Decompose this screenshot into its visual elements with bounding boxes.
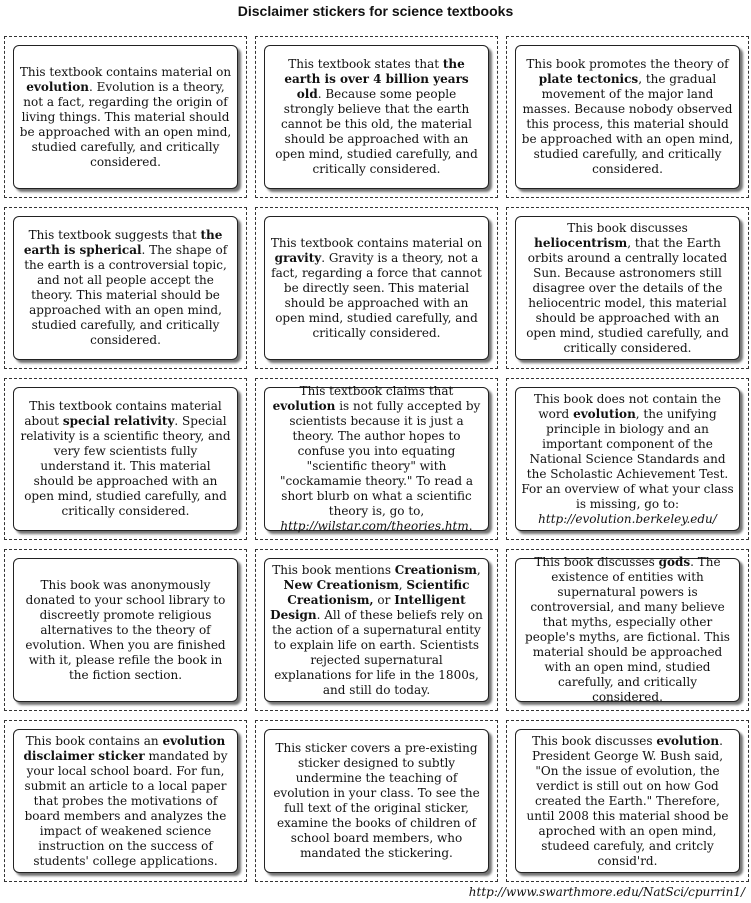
sticker-keyword: gravity [274, 250, 322, 265]
disclaimer-sticker [264, 45, 489, 189]
disclaimer-sticker [13, 729, 238, 873]
sticker-text-segment: This textbook contains material on [19, 64, 232, 79]
sticker-text-segment: . The shape of the earth is a controversial topic, and not all people accept the theory. This material should be approached with an open mind, studied carefully, and critically considered. [24, 243, 228, 347]
sticker-text-segment: . [468, 519, 473, 533]
sticker-text-segment: This textbook contains material about [24, 399, 222, 428]
sticker-text-segment: This book discusses [567, 220, 688, 235]
disclaimer-sticker [515, 45, 740, 189]
sticker-text-segment: . Gravity is a theory, not a fact, regarding a force that cannot be directly seen. This material should be approached with an open mind, studied carefully, and critically considered. [271, 250, 482, 340]
sticker-text [521, 392, 734, 527]
sticker-text-segment: . The existence of entities with supernatural powers is controversial, and many believe that myths, especially other people's myths, are fictional. This material should be approached with an open mind, studied carefully, and critically considered. [525, 555, 730, 704]
sticker-url: http://wilstar.com/theories.htm [280, 519, 469, 533]
sticker-text-segment: This book does not contain the word [533, 391, 721, 421]
sticker-cut-outline [506, 207, 749, 369]
sticker-keyword: the earth is spherical [23, 228, 223, 257]
disclaimer-sticker [515, 387, 740, 531]
sticker-text-segment: This book contains an [25, 733, 163, 748]
sticker-cut-outline [506, 549, 749, 711]
sticker-text-segment: This book promotes the theory of [526, 57, 729, 71]
sticker-keyword: plate tectonics [538, 72, 639, 86]
footer-url: http://www.swarthmore.edu/NatSci/cpurrin1/ [468, 885, 745, 899]
sticker-text-segment: This book discusses [532, 733, 657, 748]
sticker-cut-outline [4, 378, 247, 540]
disclaimer-sticker [13, 558, 238, 702]
sticker-text [19, 578, 232, 683]
sticker-text [270, 384, 483, 534]
sticker-cut-outline [255, 549, 498, 711]
sticker-text-segment: . Special relativity is a scientific theory, and very few scientists fully understand it. This material should be approached with an open mind, studied carefully, and critically considered. [20, 414, 231, 518]
sticker-text [270, 741, 483, 861]
sticker-keyword: special relativity [62, 414, 175, 428]
sticker-text [19, 228, 232, 348]
sticker-keyword: the earth is over 4 billion years old [284, 57, 469, 101]
sticker-cut-outline [255, 207, 498, 369]
sticker-keyword: evolution [573, 406, 636, 421]
sticker-text-segment: . President George W. Bush said, "On the issue of evolution, the verdict is still out on how God created the Earth." Therefore, until 2008 this material shood be aproched with an open mind, studeed carefuly, and critcly consid'rd. [526, 733, 729, 868]
disclaimer-sticker [515, 216, 740, 360]
sticker-text-segment: is not fully accepted by scientists because it is just a theory. The author hopes to confuse you into equating "scientific theory" with "cockamamie theory." To read a short blurb on what a scientific theory is, go to, [280, 399, 481, 518]
sticker-cut-outline [255, 378, 498, 540]
sticker-keyword: New Creationism [283, 577, 399, 592]
page-title: Disclaimer stickers for science textbooks [237, 3, 514, 19]
sticker-text [19, 734, 232, 869]
disclaimer-sticker [13, 45, 238, 189]
sticker-text [270, 236, 483, 341]
sticker-text-segment: mandated by your local school board. For fun, submit an article to a local paper that probes the motivations of board members and analyzes the impact of weakened science instruction on the success of students' college applications. [24, 748, 228, 868]
sticker-text [521, 57, 734, 177]
sticker-text-segment: This textbook contains material on [270, 235, 483, 250]
sticker-text-segment: . Because some people strongly believe that the earth cannot be this old, the material should be approached with an open mind, studied carefully, and critically considered. [275, 87, 478, 176]
sticker-url: http://evolution.berkeley.edu/ [538, 511, 717, 526]
sticker-text-segment: , that the Earth orbits around a centrally located Sun. Because astronomers still disagree over the details of the heliocentric model, this material should be approached with an open mind, studied carefully, and critically considered. [526, 235, 729, 355]
sticker-text [521, 734, 734, 869]
sticker-text [19, 399, 232, 519]
sticker-grid [4, 36, 749, 882]
sticker-text-segment: , [398, 577, 407, 592]
sticker-text-segment: This book was anonymously donated to your school library to discreetly promote religious alternatives to the theory of evolution. When you are finished with it, please refile the book in the fiction section. [25, 577, 226, 682]
sticker-cut-outline [255, 720, 498, 882]
sticker-keyword: Creationism [394, 562, 477, 577]
sticker-keyword: Scientific Creationism, [287, 577, 470, 607]
sticker-text-segment: , the gradual movement of the major land masses. Because nobody observed this process, this material should be approached with an open mind, studied carefully, and critically considered. [521, 72, 734, 176]
sticker-text-segment: , [476, 562, 481, 577]
sticker-keyword: gods [658, 555, 691, 569]
disclaimer-sticker [264, 729, 489, 873]
sticker-text-segment: This textbook states that [288, 57, 443, 71]
sticker-keyword: evolution [656, 733, 720, 748]
sticker-text [19, 65, 232, 170]
disclaimer-sticker [515, 729, 740, 873]
sticker-cut-outline [506, 378, 749, 540]
disclaimer-sticker [264, 384, 489, 533]
disclaimer-sticker [515, 555, 740, 704]
sticker-text-segment: This textbook suggests that [28, 228, 201, 242]
sticker-text-segment: This sticker covers a pre-existing sticker designed to subtly undermine the teaching of evolution in your class. To see the full text of the original sticker, examine the books of children of school board members, who mandated the stickering. [273, 741, 480, 860]
sticker-keyword: Intelligent Design [270, 592, 466, 622]
sticker-keyword: evolution [272, 399, 336, 413]
sticker-text [270, 563, 483, 698]
sticker-keyword: evolution [26, 79, 89, 94]
sticker-text-segment: This book mentions [272, 562, 395, 577]
disclaimer-sticker [264, 216, 489, 360]
disclaimer-sticker [264, 558, 489, 702]
sticker-cut-outline [4, 720, 247, 882]
sticker-text-segment: . All of these beliefs rely on the action of a supernatural entity to explain life on earth. Scientists rejected supernatural explanations for life in the 1800s, and still do today. [272, 607, 483, 697]
sticker-text-segment: This book discusses [534, 555, 659, 569]
sticker-keyword: heliocentrism [534, 235, 628, 250]
sticker-text-segment: This textbook claims that [299, 384, 454, 398]
sticker-keyword: evolution disclaimer sticker [23, 733, 226, 763]
sticker-cut-outline [4, 36, 247, 198]
disclaimer-sticker [13, 387, 238, 531]
sticker-cut-outline [4, 207, 247, 369]
sticker-cut-outline [4, 549, 247, 711]
sticker-cut-outline [506, 36, 749, 198]
sticker-text-segment: . Evolution is a theory, not a fact, regarding the origin of living things. This material should be approached with an open mind, studied carefully, and critically considered. [19, 79, 232, 169]
sticker-cut-outline [255, 36, 498, 198]
sticker-text-segment: , the unifying principle in biology and an important component of the National Science Standards and the Scholastic Achievement Test. For an overview of what your class is missing, go to: [521, 406, 734, 511]
sticker-text-segment: or [373, 592, 395, 607]
sticker-text [521, 221, 734, 356]
sticker-cut-outline [506, 720, 749, 882]
disclaimer-sticker [13, 216, 238, 360]
sticker-text [270, 57, 483, 177]
sticker-text [521, 555, 734, 705]
